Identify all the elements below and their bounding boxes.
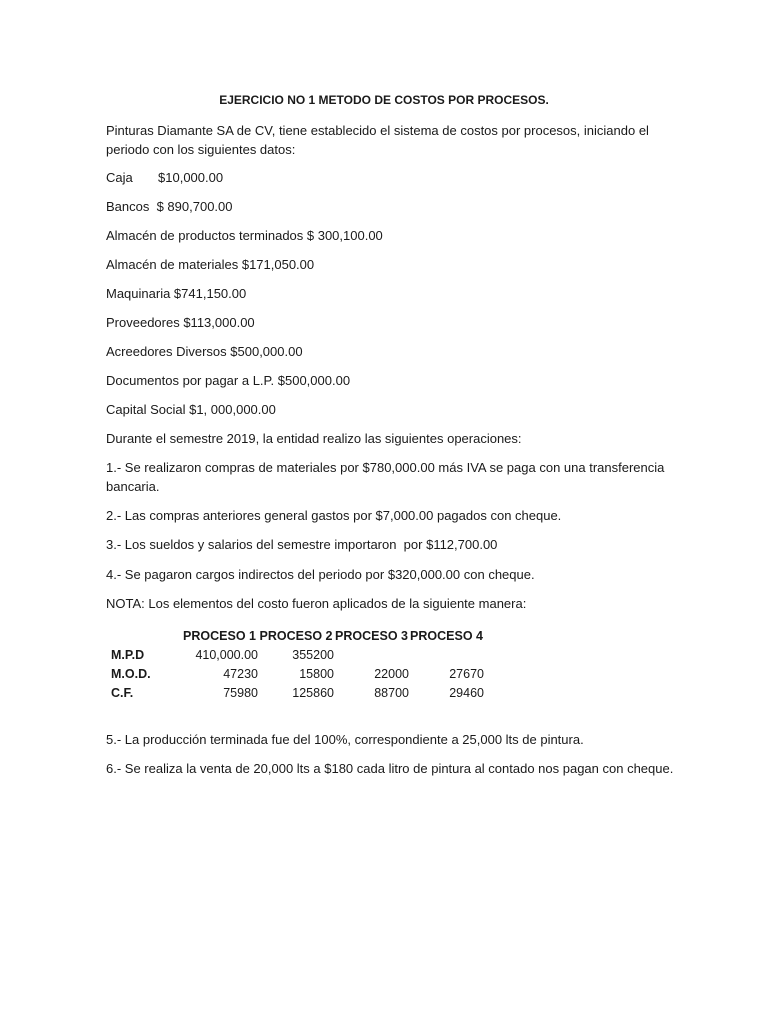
item-documentos: Documentos por pagar a L.P. $500,000.00 — [106, 373, 351, 388]
intro-paragraph: Pinturas Diamante SA de CV, tiene establecido el sistema de costos por procesos, iniciando el periodo con los siguientes datos: — [106, 123, 649, 157]
table-header-proceso-3: PROCESO 3 — [335, 628, 408, 643]
item-caja: Caja $10,000.00 — [106, 170, 224, 185]
table-cell: 15800 — [299, 666, 334, 681]
cost-table — [106, 626, 484, 702]
table-header-blank — [106, 626, 181, 645]
table-header-proceso-4: PROCESO 4 — [410, 628, 483, 643]
table-row — [106, 664, 484, 683]
table-cell — [334, 645, 409, 664]
operations-intro: Durante el semestre 2019, la entidad realizo las siguientes operaciones: — [106, 431, 522, 446]
item-maquinaria: Maquinaria $741,150.00 — [106, 286, 247, 301]
closing-5: 5.- La producción terminada fue del 100%, correspondiente a 25,000 lts de pintura. — [106, 732, 584, 747]
item-capital: Capital Social $1, 000,000.00 — [106, 402, 276, 417]
item-acreedores: Acreedores Diversos $500,000.00 — [106, 344, 303, 359]
item-almacen-productos: Almacén de productos terminados $ 300,100.00 — [106, 228, 383, 243]
operation-1: 1.- Se realizaron compras de materiales por $780,000.00 más IVA se paga con una transferencia bancaria. — [106, 460, 665, 494]
table-cell: 88700 — [374, 685, 409, 700]
table-cell: 27670 — [449, 666, 484, 681]
operation-2: 2.- Las compras anteriores general gastos por $7,000.00 pagados con cheque. — [106, 508, 562, 523]
table-cell: 410,000.00 — [195, 647, 258, 662]
table-row-label: M.P.D — [111, 647, 145, 662]
table-cell — [409, 645, 484, 664]
operation-4: 4.- Se pagaron cargos indirectos del periodo por $320,000.00 con cheque. — [106, 567, 535, 582]
operation-3: 3.- Los sueldos y salarios del semestre importaron por $112,700.00 — [106, 537, 498, 552]
table-row-label: C.F. — [111, 685, 134, 700]
item-almacen-materiales: Almacén de materiales $171,050.00 — [106, 257, 315, 272]
table-cell: 47230 — [223, 666, 258, 681]
item-proveedores: Proveedores $113,000.00 — [106, 315, 255, 330]
table-cell: 75980 — [223, 685, 258, 700]
table-cell: 22000 — [374, 666, 409, 681]
document-title: EJERCICIO NO 1 METODO DE COSTOS POR PROCESOS. — [219, 93, 549, 107]
item-bancos: Bancos $ 890,700.00 — [106, 199, 233, 214]
table-cell: 355200 — [292, 647, 334, 662]
table-row-label: M.O.D. — [111, 666, 151, 681]
table-header-proceso-2: PROCESO 2 — [259, 628, 333, 643]
table-header-row — [106, 626, 484, 645]
table-header-proceso-1: PROCESO 1 — [183, 628, 256, 643]
closing-6: 6.- Se realiza la venta de 20,000 lts a $180 cada litro de pintura al contado nos pagan con cheque. — [106, 761, 674, 776]
note-paragraph: NOTA: Los elementos del costo fueron aplicados de la siguiente manera: — [106, 596, 527, 611]
table-row — [106, 683, 484, 702]
table-cell: 125860 — [292, 685, 334, 700]
table-cell: 29460 — [449, 685, 484, 700]
table-row — [106, 645, 484, 664]
